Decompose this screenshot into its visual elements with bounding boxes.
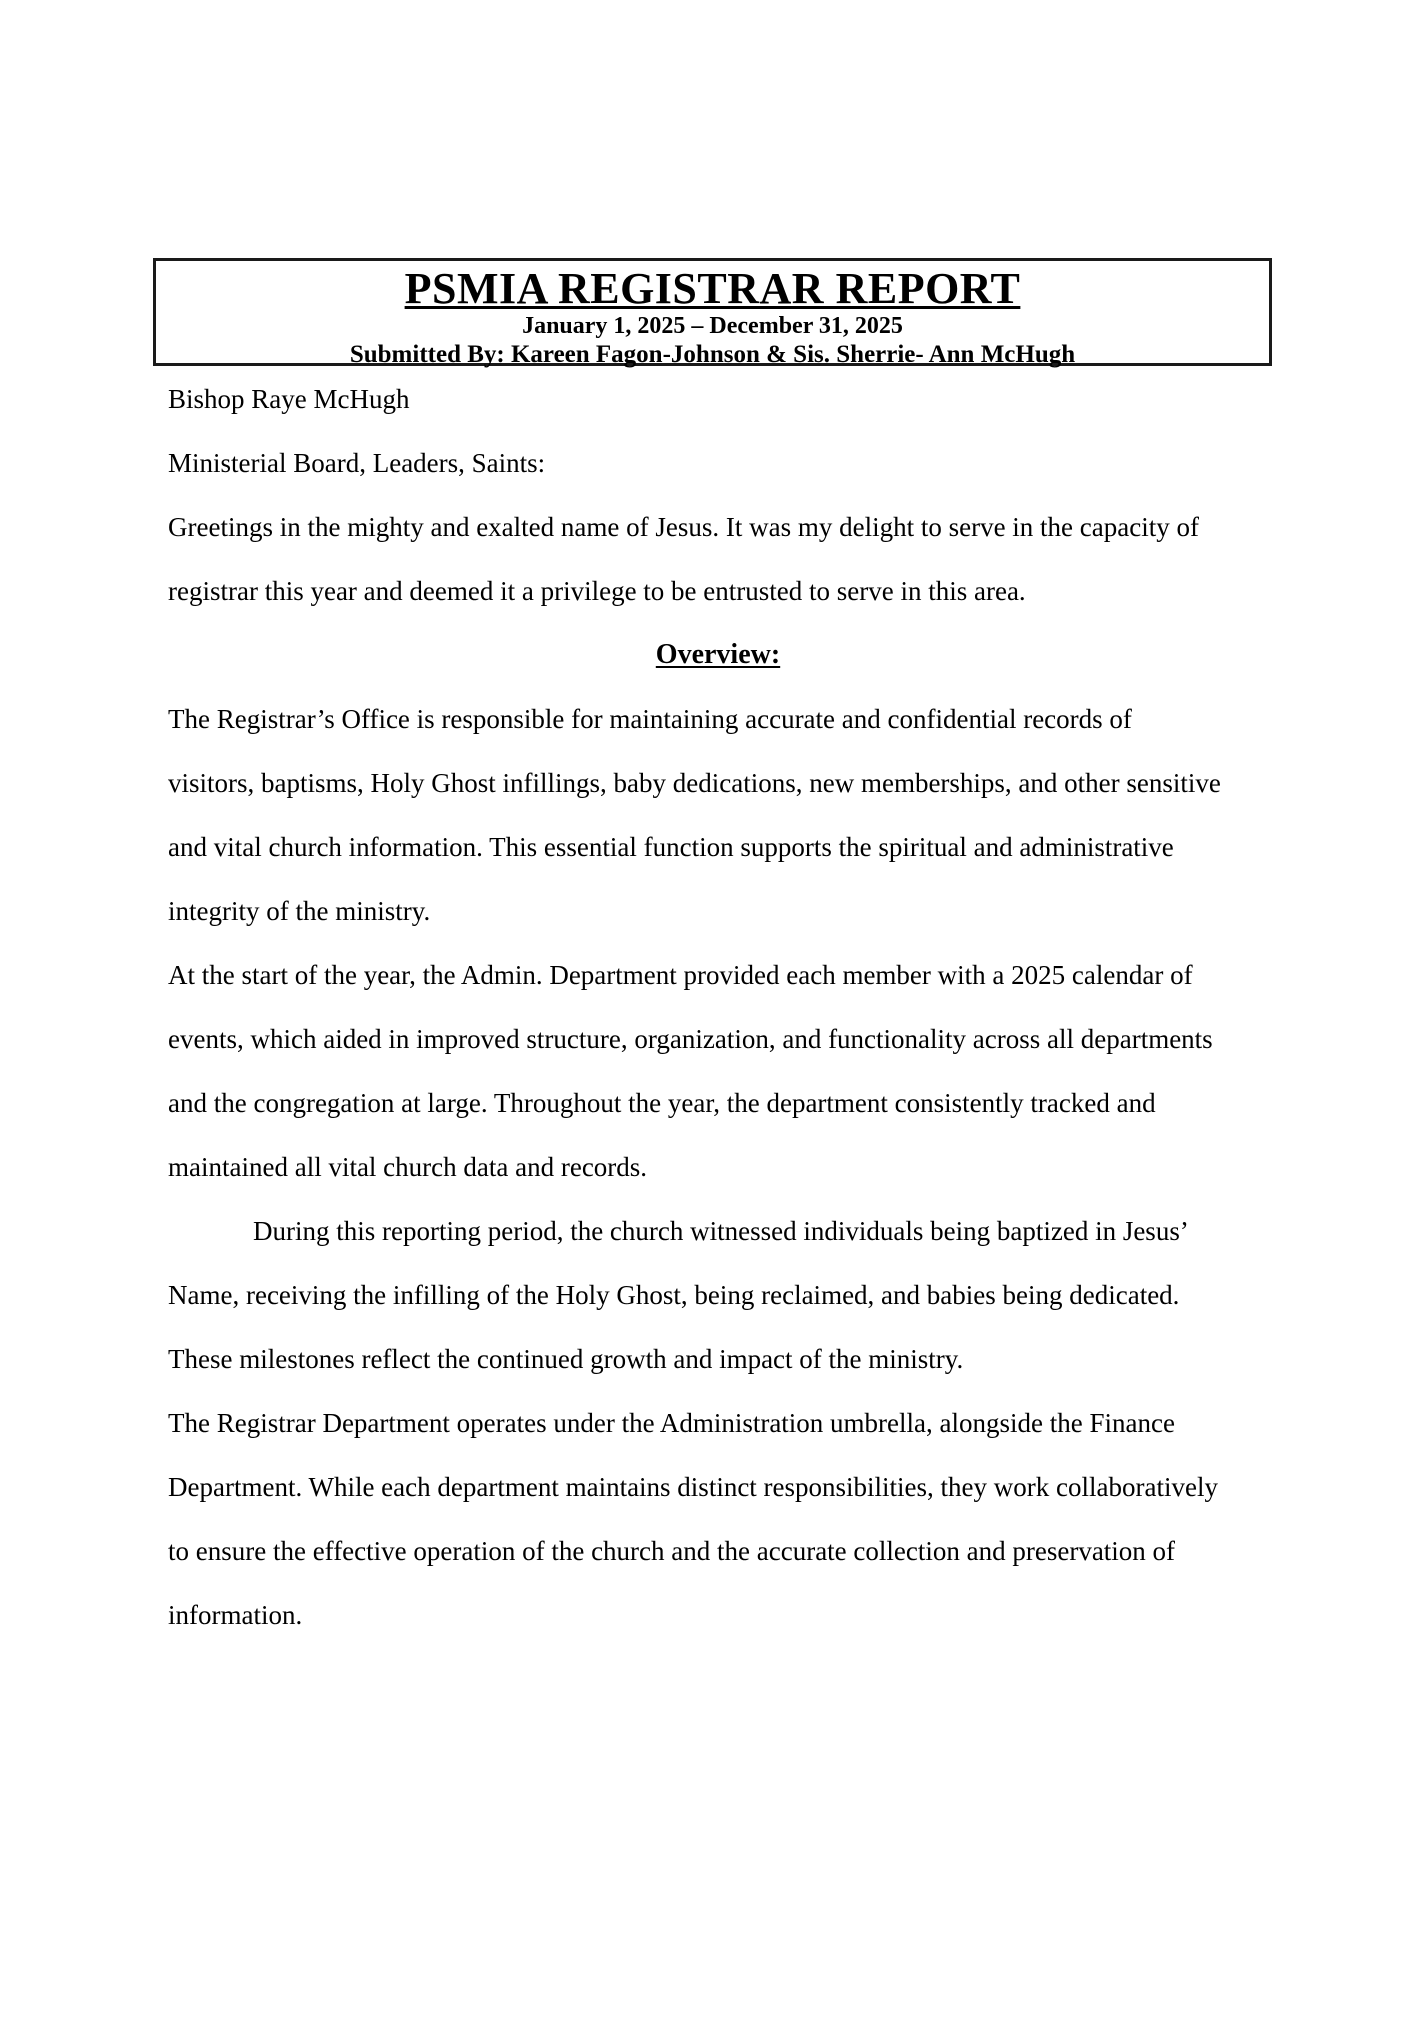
body-line: At the start of the year, the Admin. Department provided each member with a 2025 calendar of — [168, 960, 1193, 990]
body-line: maintained all vital church data and records. — [168, 1152, 648, 1182]
body-line: Bishop Raye McHugh — [168, 384, 410, 414]
body-line: Department. While each department maintains distinct responsibilities, they work collaboratively — [168, 1472, 1218, 1502]
document-body — [168, 367, 1268, 1647]
body-line: These milestones reflect the continued growth and impact of the ministry. — [168, 1344, 964, 1374]
body-line: The Registrar’s Office is responsible for maintaining accurate and confidential records of — [168, 704, 1132, 734]
body-line: information. — [168, 1600, 303, 1630]
body-line: Greetings in the mighty and exalted name of Jesus. It was my delight to serve in the capacity of — [168, 512, 1199, 542]
body-line: registrar this year and deemed it a privilege to be entrusted to serve in this area. — [168, 576, 1026, 606]
body-line: events, which aided in improved structure, organization, and functionality across all departments — [168, 1024, 1213, 1054]
report-title: PSMIA REGISTRAR REPORT — [404, 264, 1021, 313]
report-header-box — [153, 258, 1272, 366]
body-line: and vital church information. This essential function supports the spiritual and administrative — [168, 832, 1174, 862]
body-line: Name, receiving the infilling of the Holy Ghost, being reclaimed, and babies being dedicated. — [168, 1280, 1180, 1310]
report-submitted-by: Submitted By: Kareen Fagon-Johnson & Sis. Sherrie- Ann McHugh — [349, 341, 1076, 368]
section-heading-overview: Overview: — [655, 639, 781, 670]
body-line: to ensure the effective operation of the church and the accurate collection and preservation of — [168, 1536, 1176, 1566]
body-line: The Registrar Department operates under the Administration umbrella, alongside the Finance — [168, 1408, 1175, 1438]
body-line: and the congregation at large. Throughout the year, the department consistently tracked and — [168, 1088, 1156, 1118]
report-date-range: January 1, 2025 – December 31, 2025 — [522, 313, 903, 339]
body-line: integrity of the ministry. — [168, 896, 431, 926]
body-line: visitors, baptisms, Holy Ghost infillings, baby dedications, new memberships, and other sensitive — [168, 768, 1221, 798]
body-line: Ministerial Board, Leaders, Saints: — [168, 448, 546, 478]
body-line: During this reporting period, the church witnessed individuals being baptized in Jesus’ — [253, 1216, 1189, 1246]
